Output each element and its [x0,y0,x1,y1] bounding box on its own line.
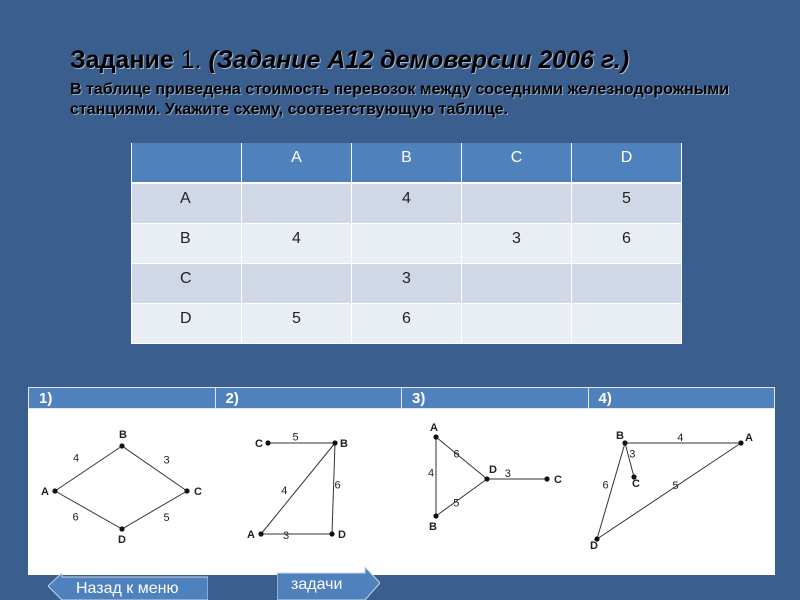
edge-weight-label: 4 [677,431,684,444]
table-cell [572,303,682,343]
graph-node [184,488,189,493]
edge-weight-label: 5 [672,479,679,492]
graph-node [484,476,489,481]
title-subtitle: (Задание А12 демоверсии 2006 г.) [208,46,630,74]
graph-node-label: C [194,486,202,498]
table-cell [352,223,462,263]
edge-weight-label: 5 [453,497,460,510]
graph-node-label: B [616,430,624,442]
edge-weight-label: 3 [504,467,511,480]
graph-edge [55,491,122,529]
edge-weight-label: 3 [282,529,290,542]
edge-weight-label: 4 [281,484,288,497]
graph-edge [261,443,335,534]
graph-diagrams [28,409,775,575]
graph-option-4 [590,430,753,552]
table-cell: 5 [242,303,352,343]
graph-node [265,440,270,445]
table-header-cell: C [462,143,572,183]
edge-weight-label: 5 [292,431,299,444]
graph-node [544,476,549,481]
graph-node-label: C [554,474,562,486]
table-header-row [132,143,682,183]
graph-node-label: B [429,521,437,533]
table-row-header: A [132,183,242,223]
table-cell [462,303,572,343]
graph-node-label: D [590,540,598,552]
graph-option-2 [247,432,348,542]
table-cell [242,263,352,303]
graph-node-label: C [255,438,263,450]
graph-node [433,434,438,439]
table-cell: 3 [352,263,462,303]
table-cell [242,183,352,223]
table-row [132,263,682,303]
graph-node-label: B [340,438,348,450]
edge-weight-label: 3 [163,454,170,467]
table-header-cell: A [242,143,352,183]
graph-node-label: D [338,529,346,541]
option-label-4: 4) [598,390,612,407]
table-row-header: D [132,303,242,343]
edge-weight-label: 3 [629,448,636,461]
tasks-button[interactable] [277,567,380,600]
edge-weight-label: 6 [334,479,341,492]
table-header-cell [132,143,242,183]
graph-edge [436,479,487,516]
table-row-header: B [132,223,242,263]
edge-weight-label: 6 [72,511,79,524]
task-description: В таблице приведена стоимость перевозок между соседними железнодорожными станциями. Укажите схему, соответствующую таблице. [70,81,730,118]
table-cell: 3 [462,223,572,263]
option-label-3: 3) [402,388,589,408]
table-row-header: C [132,263,242,303]
graph-option-1 [41,429,202,546]
graph-node-label: A [247,529,255,541]
graph-node-label: A [430,422,438,434]
edge-weight-label: 6 [453,448,460,461]
graph-node [433,513,438,518]
graph-edge [122,446,187,491]
table-cell: 6 [352,303,462,343]
title-word: Задание [70,46,174,74]
graph-options-panel [28,409,775,575]
graph-node [332,440,337,445]
table-cell: 5 [572,183,682,223]
graph-node [329,531,334,536]
graph-edge [597,443,625,539]
graph-node-label: C [632,478,640,490]
graph-node [119,526,124,531]
graph-node-label: B [119,429,127,441]
graph-edge [597,443,741,539]
graph-edge [122,491,187,529]
title-number: 1. [180,46,202,74]
table-header-cell: B [352,143,462,183]
table-row [132,183,682,223]
options-header [28,387,775,409]
graph-option-3 [428,422,562,533]
table-cell: 6 [572,223,682,263]
graph-node [52,488,57,493]
table-cell [462,263,572,303]
table-cell [572,263,682,303]
edge-weight-label: 4 [72,452,80,465]
graph-edge [436,437,487,479]
table-cell: 4 [352,183,462,223]
cost-table [131,143,682,344]
edge-weight-label: 4 [427,467,435,480]
table-cell: 4 [242,223,352,263]
edge-weight-label: 5 [163,511,170,524]
graph-edge [55,446,122,491]
graph-node-label: A [745,432,753,444]
graph-node-label: D [118,534,126,546]
table-cell [462,183,572,223]
back-to-menu-label: Назад к меню [76,580,179,597]
table-row [132,223,682,263]
back-to-menu-button[interactable] [48,573,208,600]
graph-node-label: A [41,486,49,498]
graph-node-label: D [489,464,497,476]
graph-node [258,531,263,536]
graph-node [119,443,124,448]
edge-weight-label: 6 [602,479,609,492]
option-label-1: 1) [29,388,216,408]
table-row [132,303,682,343]
page-title [70,46,790,74]
graph-node [738,440,743,445]
table-header-cell: D [572,143,682,183]
tasks-label: задачи [291,576,343,593]
option-label-2: 2) [216,388,403,408]
